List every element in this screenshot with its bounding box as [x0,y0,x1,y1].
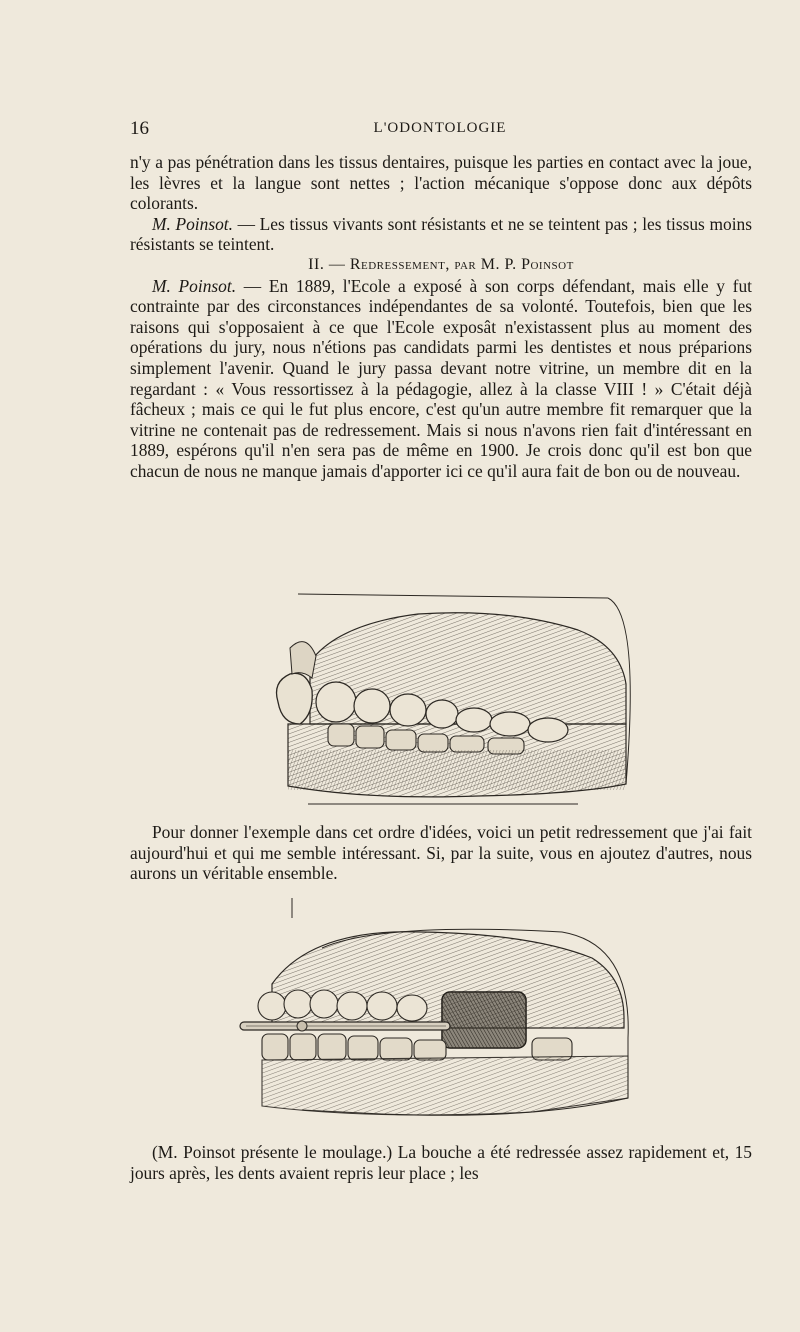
dental-cast-before-illustration [248,574,658,810]
section-heading [130,255,752,276]
paragraph [130,276,752,482]
dental-cast-with-appliance-image [232,888,652,1128]
page-number: 16 [130,118,149,139]
dental-cast-with-appliance-illustration [232,888,642,1128]
section-heading-title: Redressement, par M. P. Poinsot [349,255,574,273]
text-block-1 [130,152,752,482]
paragraph [130,214,752,255]
paragraph: (M. Poinsot présente le moulage.) La bouche a été redressée assez rapidement et, 15 jours après, les dents avaient repris leur place ; les [130,1142,752,1183]
paragraph: Pour donner l'exemple dans cet ordre d'idées, voici un petit redressement que j'ai fait aujourd'hui et qui me semble intéressant. Si, par la suite, vous en ajoutez d'autres, nous aurons un véritable ensemble. [130,822,752,884]
section-heading-number: II. — [308,255,350,273]
speech-text: — En 1889, l'Ecole a exposé à son corps défendant, mais elle y fut contrainte par des circonstances indépendantes de sa volonté. Toutefois, bien que les raisons qui s'opposaient à ce que l'Ecole exposât n'existassent plus au moment des opérations du jury, nous n'étions pas candidats parmi les dentistes et nous préparions simplement l'avenir. Quand le jury passa devant notre vitrine, un membre dit en la regardant : « Vous ressortissez à la pédagogie, allez à la classe VIII ! » C'était déjà fâcheux ; mais ce qui le fut plus encore, c'est qu'un autre membre fit remarquer que la vitrine ne contenait pas de redressement. Mais si nous n'avons rien fait d'intéressant en 1889, espérons qu'il n'en sera pas de même en 1900. Je crois donc qu'il est bon que chacun de nous ne manque jamais d'apporter ici ce qu'il aura fait de bon ou de nouveau. [130,275,752,481]
dental-cast-before-image [248,574,658,810]
speaker-name: M. Poinsot. [152,213,233,234]
speaker-name: M. Poinsot. [152,275,237,296]
running-title: L'ODONTOLOGIE [373,120,507,136]
paragraph: n'y a pas pénétration dans les tissus dentaires, puisque les parties en contact avec la joue, les lèvres et la langue sont nettes ; l'action mécanique s'oppose donc aux dépôts colorants. [130,152,752,214]
speech-text: — Les tissus vivants sont résistants et ne se teintent pas ; les tissus moins résistants se teintent. [130,213,752,255]
text-block-3 [130,1142,752,1183]
text-block-2 [130,822,752,884]
page-header [130,118,750,144]
